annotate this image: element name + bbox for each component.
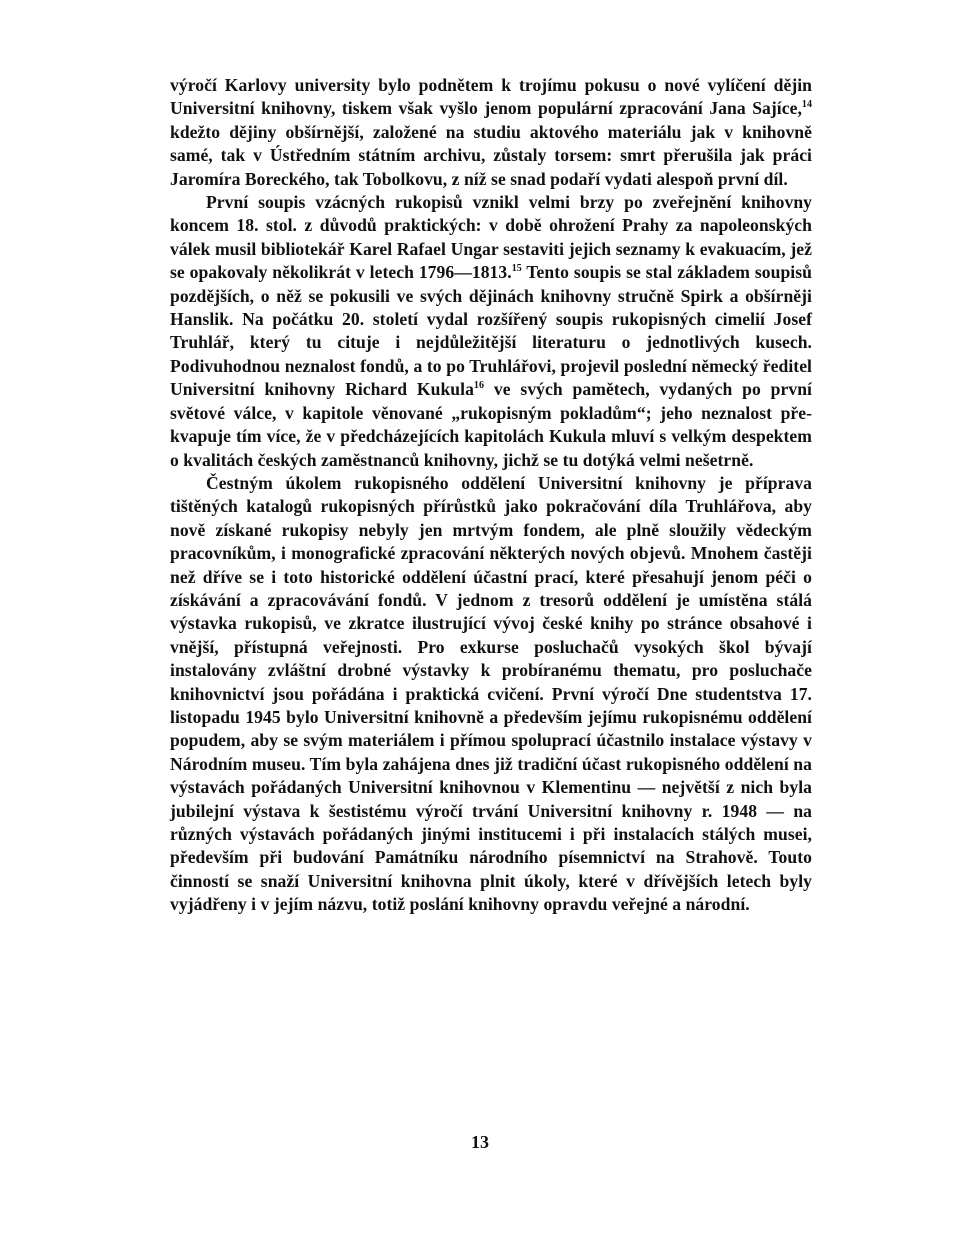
paragraph-2 [170, 191, 812, 472]
paragraph-3 [170, 472, 812, 917]
page-number: 13 [471, 1132, 489, 1152]
paragraph-text: výročí Karlovy university bylo podnětem k trojímu pokusu o nové vylíčení dějin Universitní knihovny, tiskem však vyšlo jenom populární zpracování Jana Sajíce, [170, 75, 812, 119]
paragraph-text: První soupis vzácných rukopisů vznikl velmi brzy po zveřejnění knihovny koncem 18. stol. z důvodů praktických: v době ohrožení Prahy za napoleonských válek musil bibliotekář Karel Rafael Ungar sestaviti jejich seznamy k evakuacím, jež se opakovaly několikrát v letech 1796—1813. [170, 192, 812, 283]
footnote-marker-15: 15 [511, 263, 522, 275]
footnote-marker-14: 14 [801, 99, 812, 111]
footnote-marker-16: 16 [473, 380, 485, 392]
paragraph-1 [170, 74, 812, 191]
paragraph-text: ve svých pamětech, vydaných po první světové válce, v kapitole věnované „rukopisným pokladům“; jeho neznalost překvapuje tím více, že v předcházejících kapitolách Kukula mluví s velkým despektem o kvalitách českých zaměstnanců knihovny, jichž se tu dotýká velmi nešetrně. [170, 379, 812, 470]
page-text-block [170, 74, 812, 917]
paragraph-text: Tento soupis se stal základem soupisů pozdějších, o něž se pokusili ve svých dějinách knihovny stručně Spirk a obšírněji Hanslik. Na počátku 20. století vydal rozšířený soupis rukopisných cimelií Josef Truhlář, který tu cituje i nejdůležitější literaturu o jednotlivých kusech. Podivuhodnou neznalost fondů, a to po Truhlářovi, projevil poslední německý ředitel Universitní knihovny Richard Kukula [170, 262, 812, 400]
paragraph-text: Čestným úkolem rukopisného oddělení Universitní knihovny je příprava tištěných katalogů rukopisných přírůstků jako pokračování díla Truhlářova, aby nově získané rukopisy nebyly jen mrtvým fondem, ale plně sloužily vědeckým pracovníkům, i monografické zpracování některých nových objevů. Mnohem častěji než dříve se i toto historické oddělení účastní prací, které přesahují jenom péči o získávání a zpracovávání fondů. V jednom z tresorů oddělení je umístěna stálá výstavka rukopisů, ve zkratce ilustrující vývoj české knihy po stránce obsahové i vnější, přístupná veřejnosti. Pro exkurse posluchačů vysokých škol bývají instalovány zvláštní drobné výstavky k probíranému thematu, pro posluchače knihovnictví jsou pořádána i praktická cvičení. První výročí Dne studentstva 17. listopadu 1945 bylo Universitní knihovně a především jejímu rukopisnému oddělení popudem, aby se svým materiálem i přímou spoluprací účastnilo instalace výstavy v Národním museu. Tím byla zahájena dnes již tradiční účast rukopisného oddělení na výstavách pořádaných Universitní knihovnou v Klementinu — největší z nich byla jubilejní výstava k šestistému výročí trvání Universitní knihovny r. 1948 — na různých výstavách pořádaných jinými institucemi i při instalacích stálých musei, především při budování Památníku národního písemnictví na Strahově. Touto činností se snaží Universitní knihovna plnit úkoly, které v dřívějších letech byly vyjádřeny i v jejím názvu, totiž poslání knihovny opravdu veřejné a národní. [170, 472, 812, 915]
paragraph-text: kdežto dějiny obšírnější, založené na studiu aktového materiálu jak v knihovně samé, tak v Ústředním státním archivu, zůstaly torsem: smrt přerušila jak práci Jaromíra Boreckého, tak Tobolkovu, z níž se snad podaří vydati alespoň první díl. [170, 121, 812, 189]
